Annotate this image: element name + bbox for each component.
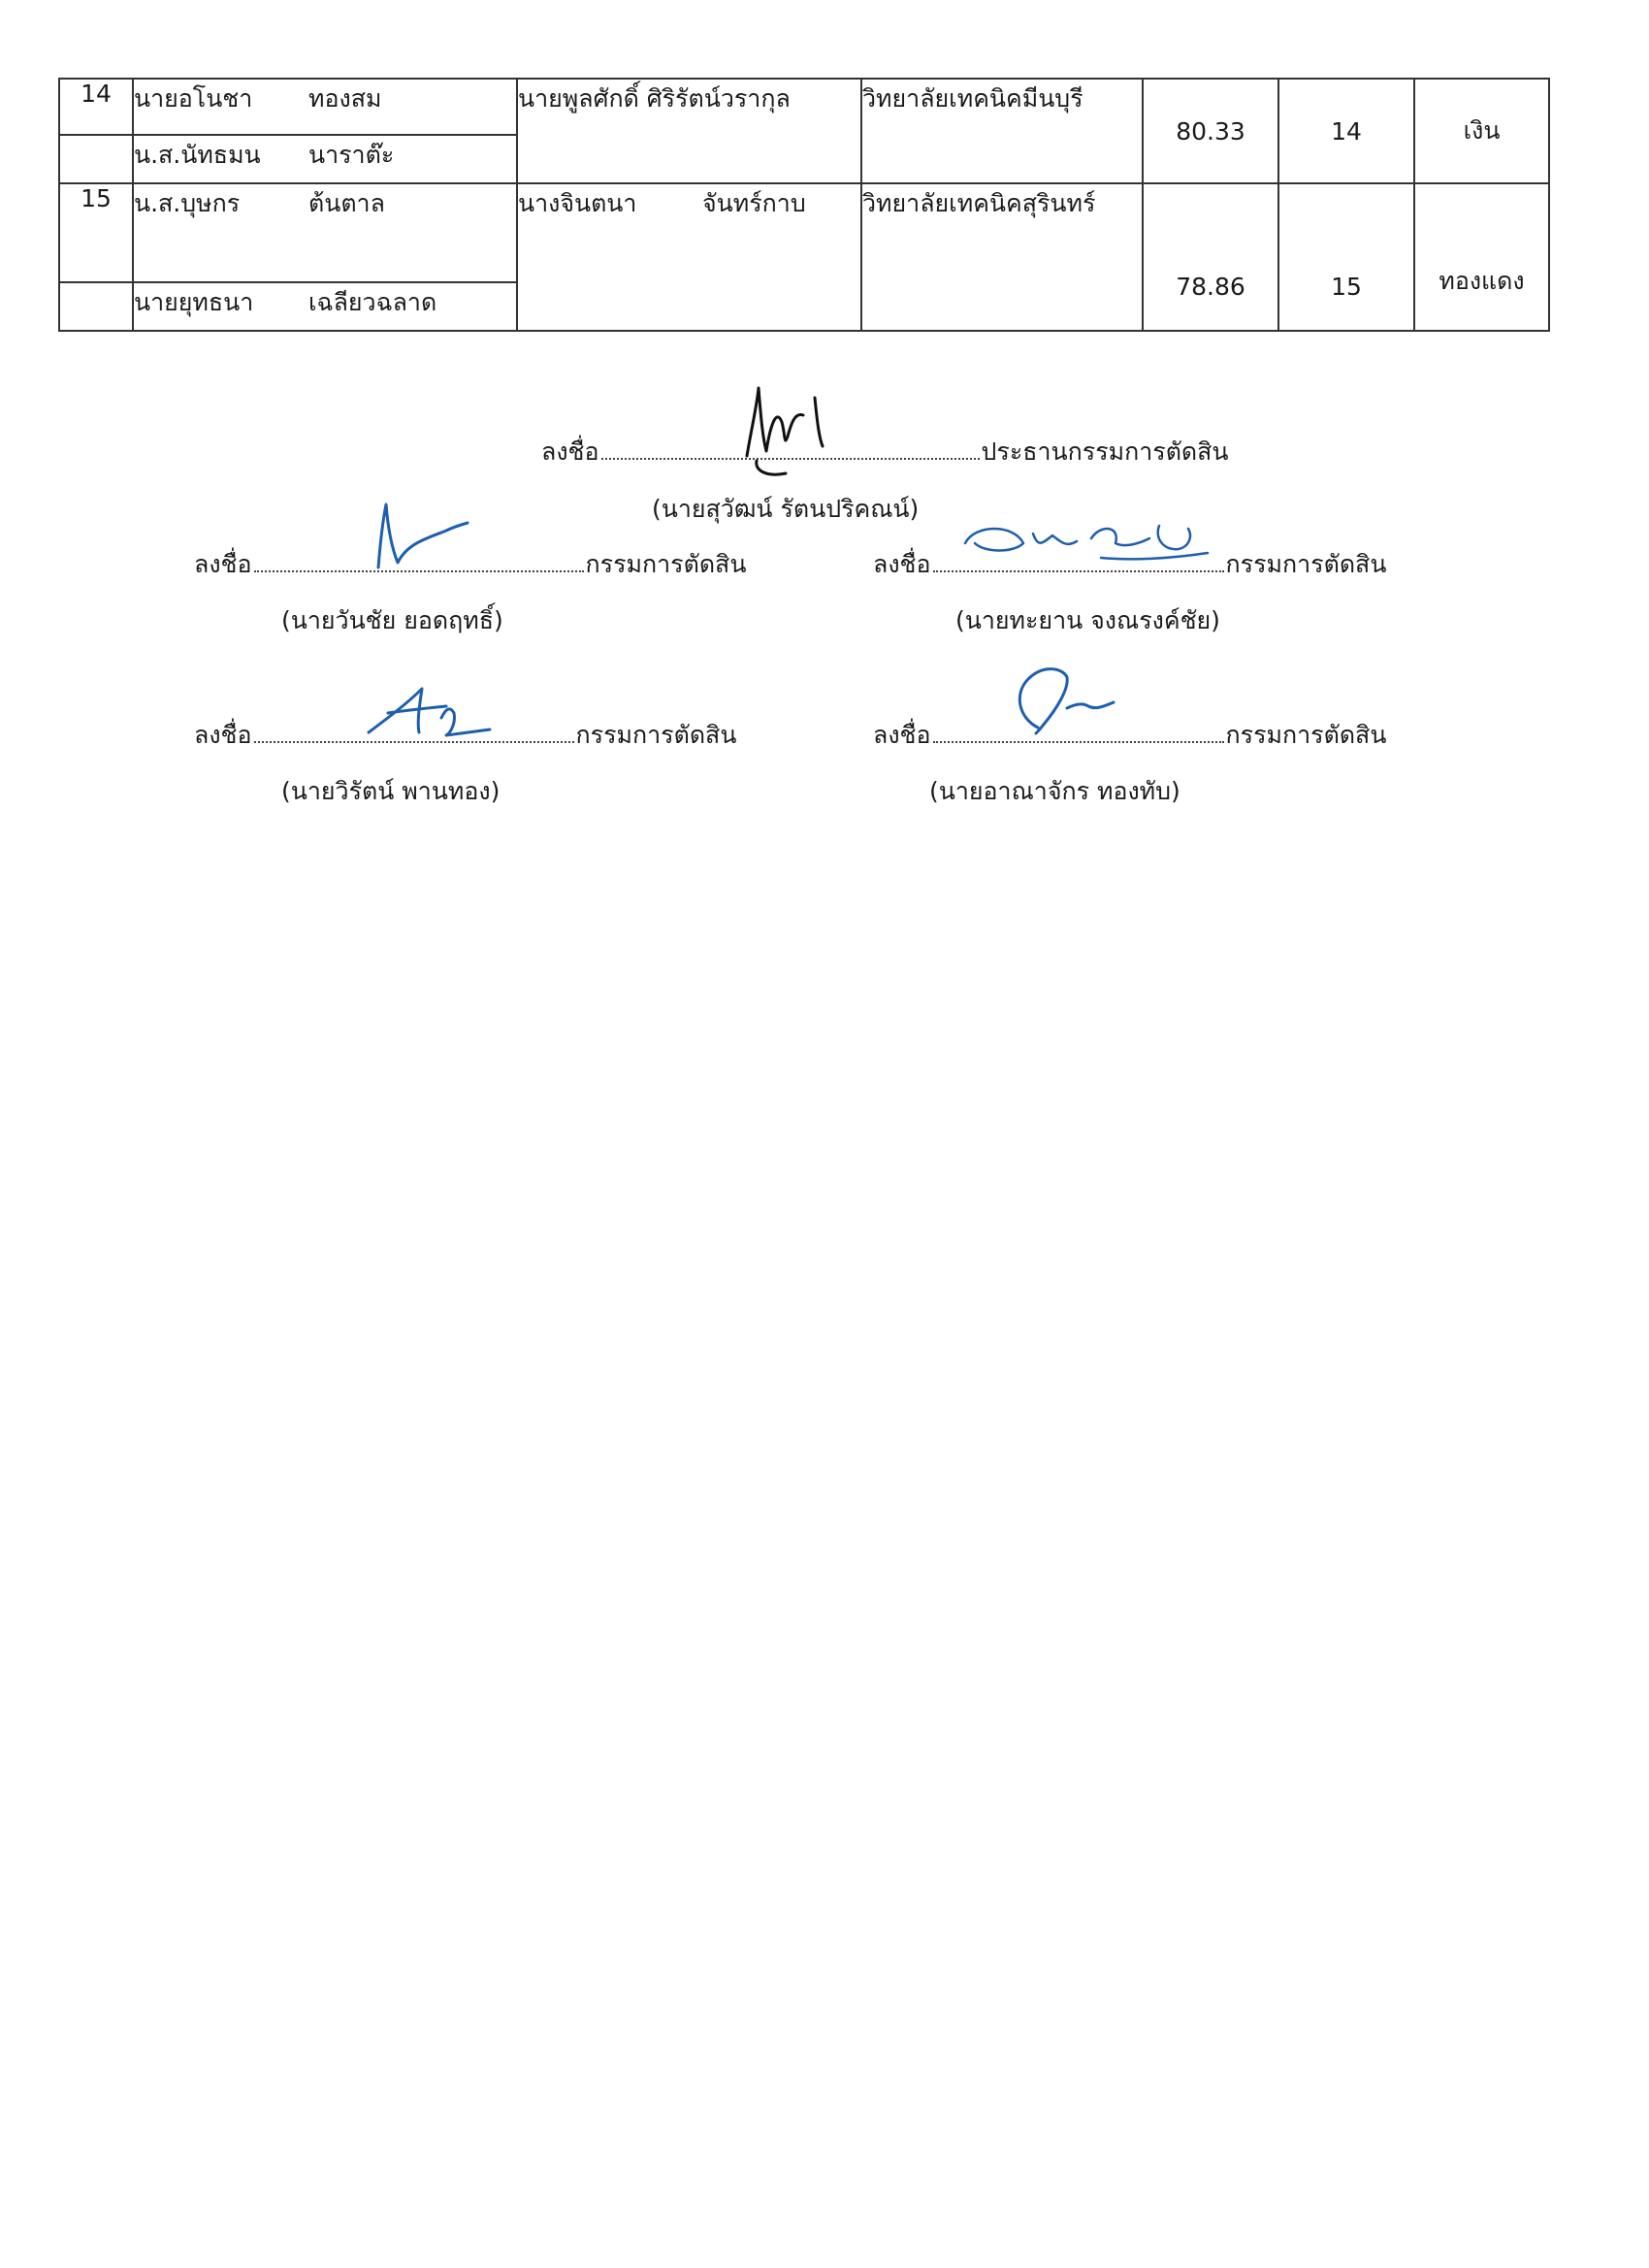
chairman-name: (นายสุวัฒน์ รัตนปริคณน์)	[652, 495, 920, 523]
teacher-name: นายพูลศักดิ์ ศิริรัตน์วรากุล	[517, 79, 861, 183]
judge-name: (นายทะยาน จงณรงค์ชัย)	[955, 606, 1220, 634]
judge-signature-line: ลงชื่อ กรรมการตัดสิน	[873, 721, 1387, 749]
rank: 15	[1278, 183, 1414, 331]
judge-signature-icon	[349, 679, 495, 747]
score: 78.86	[1143, 183, 1278, 331]
medal: ทองแดง	[1414, 183, 1549, 331]
school-name: วิทยาลัยเทคนิคมีนบุรี	[861, 79, 1143, 183]
judge-name: (นายวิรัตน์ พานทอง)	[281, 777, 501, 805]
judge-signature-line: ลงชื่อ กรรมการตัดสิน	[873, 550, 1387, 578]
judge-signature-icon	[349, 490, 485, 577]
judge-name: (นายอาณาจักร ทองทับ)	[929, 777, 1180, 805]
results-table	[58, 78, 1550, 332]
rank: 14	[1278, 79, 1414, 183]
chairman-signature-icon	[728, 369, 863, 485]
judge-signature-icon	[955, 514, 1227, 572]
school-name: วิทยาลัยเทคนิคสุรินทร์	[861, 183, 1143, 331]
judge-signature-line: ลงชื่อ กรรมการตัดสิน	[194, 721, 737, 749]
row-number-empty	[59, 282, 133, 331]
teacher-name: นางจินตนา จันทร์กาบ	[517, 183, 861, 331]
row-number: 14	[59, 79, 133, 135]
table-row	[59, 183, 1549, 282]
row-number-empty	[59, 135, 133, 183]
chairman-signature-line: ลงชื่อ ประธานกรรมการตัดสิน	[541, 437, 1229, 466]
judge-signature-line: ลงชื่อ กรรมการตัดสิน	[194, 550, 747, 578]
row-number: 15	[59, 183, 133, 282]
student-name: น.ส.นัทธมน นาราต๊ะ	[133, 135, 517, 183]
score: 80.33	[1143, 79, 1278, 183]
student-name: น.ส.บุษกร ต้นตาล	[133, 183, 517, 282]
table-row	[59, 79, 1549, 135]
student-name: นายอโนชา ทองสม	[133, 79, 517, 135]
medal: เงิน	[1414, 79, 1549, 183]
judge-name: (นายวันชัย ยอดฤทธิ์)	[281, 606, 503, 634]
judge-signature-icon	[999, 660, 1125, 747]
student-name: นายยุทธนา เฉลียวฉลาด	[133, 282, 517, 331]
